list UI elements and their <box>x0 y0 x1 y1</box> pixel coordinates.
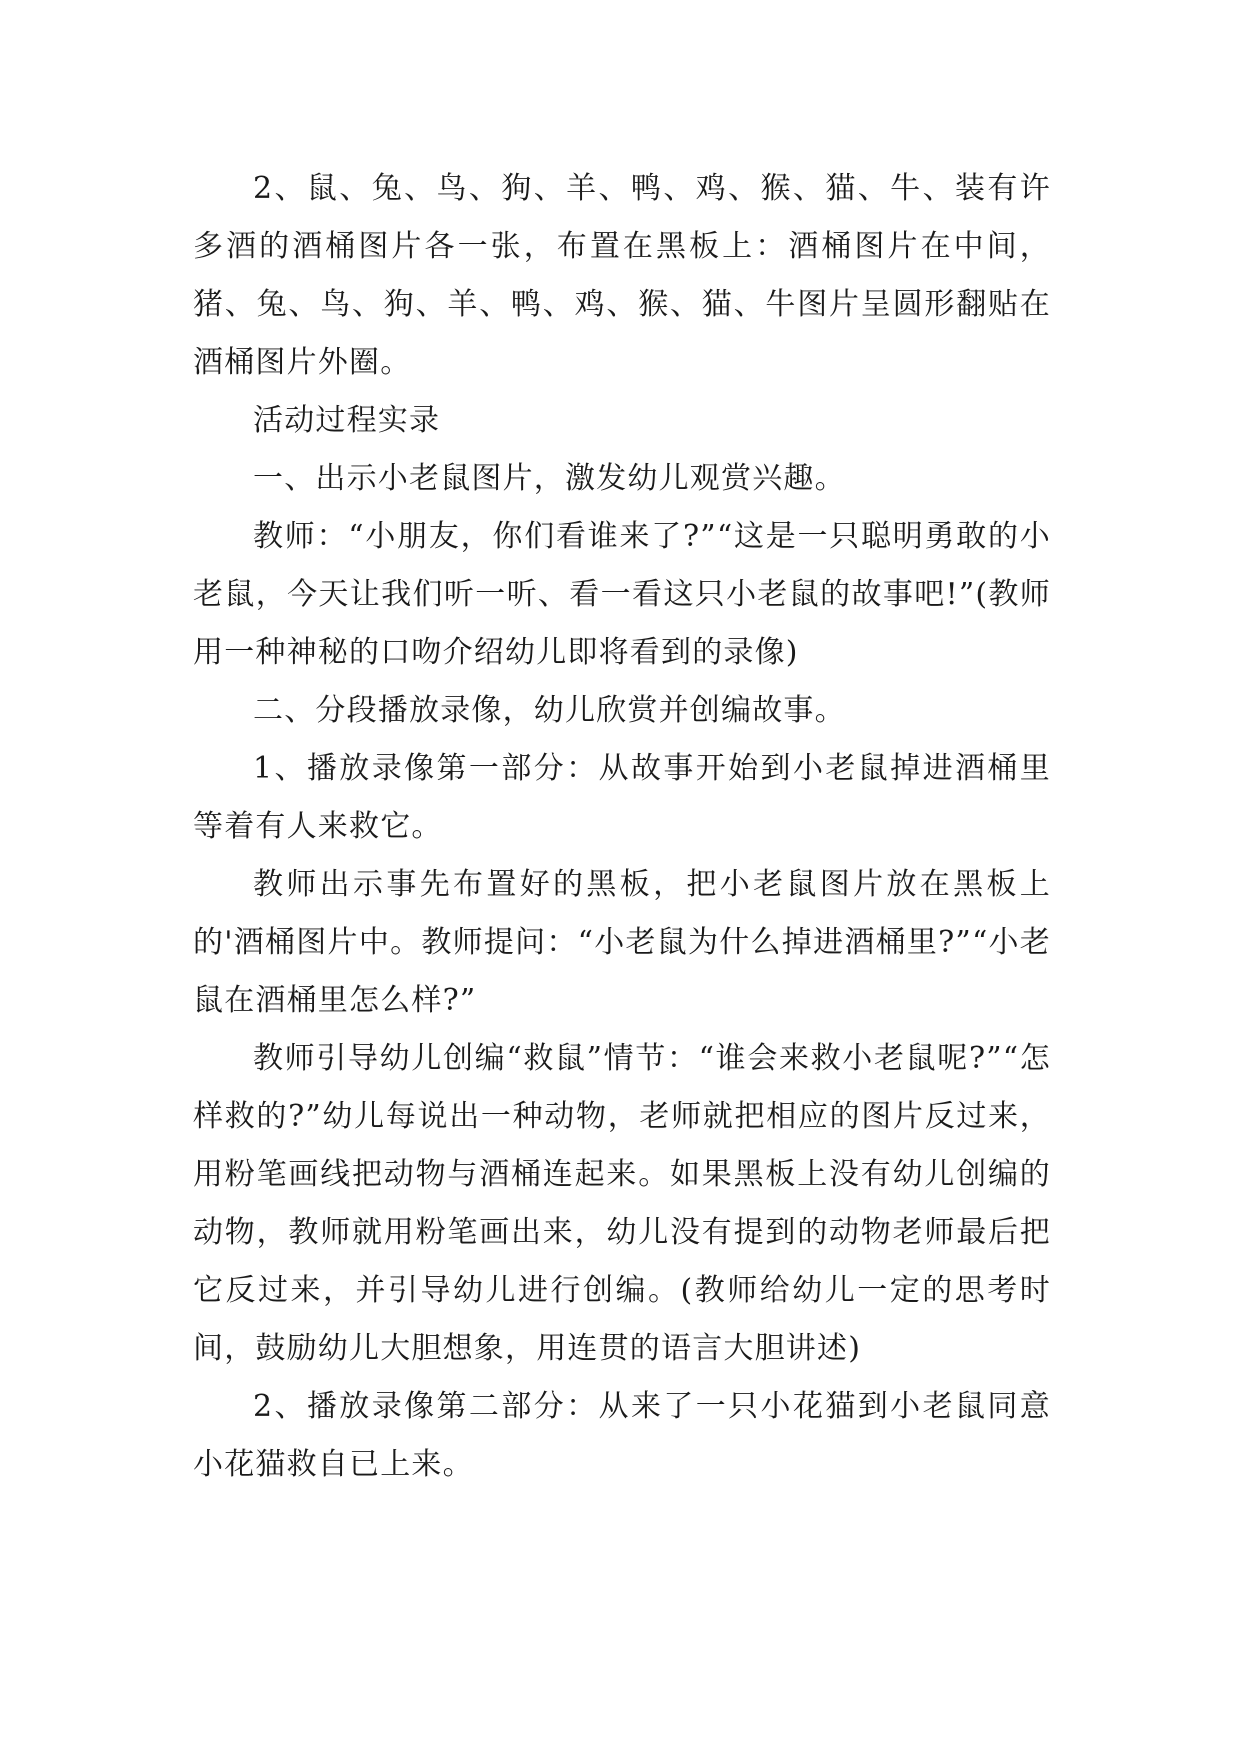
paragraph-teacher-intro: 教师：“小朋友，你们看谁来了?”“这是一只聪明勇敢的小老鼠，今天让我们听一听、看一看这只小老鼠的故事吧!”(教师用一种神秘的口吻介绍幼儿即将看到的录像) <box>193 519 1051 670</box>
paragraph-video-part-one: 1、播放录像第一部分：从故事开始到小老鼠掉进酒桶里等着有人来救它。 <box>193 751 1051 844</box>
paragraph-story-creation: 教师引导幼儿创编“救鼠”情节：“谁会来救小老鼠呢?”“怎样救的?”幼儿每说出一种动物，老师就把相应的图片反过来，用粉笔画线把动物与酒桶连起来。如果黑板上没有幼儿创编的动物，教师就用粉笔画出来，幼儿没有提到的动物老师最后把它反过来，并引导幼儿进行创编。(教师给幼儿一定的思考时间，鼓励幼儿大胆想象，用连贯的语言大胆讲述) <box>193 1041 1051 1366</box>
paragraph-video-part-two: 2、播放录像第二部分：从来了一只小花猫到小老鼠同意小花猫救自已上来。 <box>193 1389 1051 1482</box>
step-heading-play-video: 二、分段播放录像，幼儿欣赏并创编故事。 <box>253 693 846 728</box>
paragraph-materials: 2、鼠、兔、鸟、狗、羊、鸭、鸡、猴、猫、牛、装有许多酒的酒桶图片各一张，布置在黑板上：酒桶图片在中间，猪、兔、鸟、狗、羊、鸭、鸡、猴、猫、牛图片呈圆形翻贴在酒桶图片外圈。 <box>193 171 1051 380</box>
paragraph-teacher-questions: 教师出示事先布置好的黑板，把小老鼠图片放在黑板上的'酒桶图片中。教师提问：“小老鼠为什么掉进酒桶里?”“小老鼠在酒桶里怎么样?” <box>193 867 1051 1018</box>
section-heading-activity-record: 活动过程实录 <box>253 403 441 438</box>
document-body <box>193 160 1051 1494</box>
step-heading-show-picture: 一、出示小老鼠图片，激发幼儿观赏兴趣。 <box>253 461 846 496</box>
